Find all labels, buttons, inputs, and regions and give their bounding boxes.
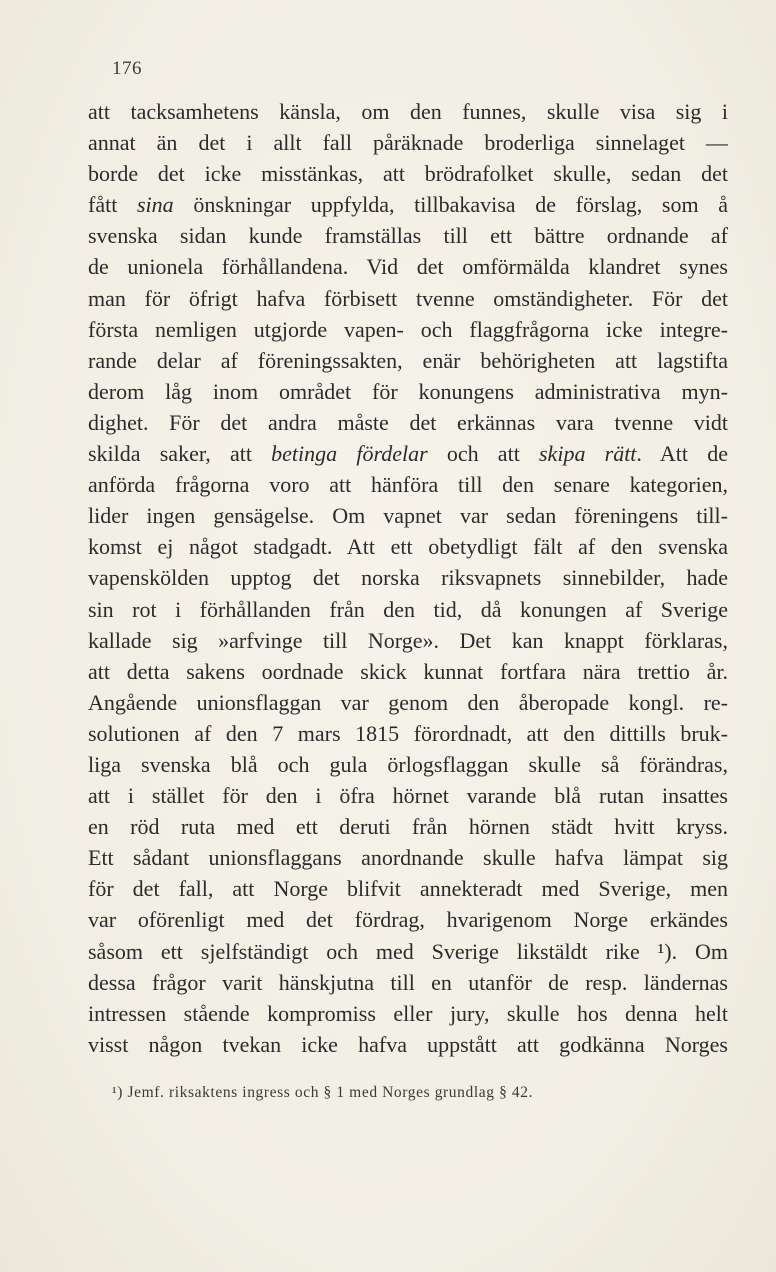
text-line: såsom ett sjelfständigt och med Sverige likstäldt rike ¹). Om [88,938,728,964]
text-line: intressen stående kompromiss eller jury, skulle hos denna helt [88,1000,728,1026]
text-line: kallade sig »arfvinge till Norge». Det kan knappt förklaras, [88,627,728,653]
text-line: vapenskölden upptog det norska riksvapnets sinnebilder, hade [88,565,728,591]
text-line: de unionela förhållandena. Vid det omförmälda klandret synes [88,254,728,280]
text-line: sin rot i förhållanden från den tid, då konungen af Sverige [88,596,728,622]
text-line: en röd ruta med ett deruti från hörnen städt hvitt kryss. [88,814,728,840]
text-line: dighet. För det andra måste det erkännas vara tvenne vidt [88,409,728,435]
text-line: rande delar af föreningssakten, enär behörigheten att lagstifta [88,347,728,373]
text-line: Angående unionsflaggan var genom den åberopade kongl. re- [88,689,728,715]
text-line: visst någon tvekan icke hafva uppstått att godkänna Norges [88,1031,728,1057]
page-number: 176 [112,58,142,79]
text-line: att detta sakens oordnade skick kunnat fortfara nära trettio år. [88,658,728,684]
text-line: komst ej något stadgadt. Att ett obetydligt fält af den svenska [88,534,728,560]
text-line: annat än det i allt fall påräknade broderliga sinnelaget — [88,130,728,156]
text-line: att i stället för den i öfra hörnet varande blå rutan insattes [88,783,728,809]
text-line: svenska sidan kunde framställas till ett bättre ordnande af [88,223,728,249]
text-line: derom låg inom området för konungens administrativa myn- [88,378,728,404]
text-line: att tacksamhetens känsla, om den funnes, skulle visa sig i [88,99,728,124]
text-line: anförda frågorna voro att hänföra till den senare kategorien, [88,472,728,498]
text-line: för det fall, att Norge blifvit annekteradt med Sverige, men [88,876,728,902]
text-line: fått sina önskningar uppfylda, tillbakavisa de förslag, som å [88,192,728,218]
footnote: ¹) Jemf. riksaktens ingress och § 1 med Norges grundlag § 42. [112,1084,534,1101]
text-line: skilda saker, att betinga fördelar och att skipa rätt. Att de [88,441,728,467]
text-line: dessa frågor varit hänskjutna till en utanför de resp. ländernas [88,969,728,995]
text-line: lider ingen gensägelse. Om vapnet var sedan föreningens till- [88,503,728,529]
text-line: liga svenska blå och gula örlogsflaggan skulle så förändras, [88,751,728,777]
text-line: första nemligen utgjorde vapen- och flaggfrågorna icke integre- [88,316,728,342]
text-line: var oförenligt med det fördrag, hvarigenom Norge erkändes [88,907,728,933]
text-line: man för öfrigt hafva förbisett tvenne omständigheter. För det [88,285,728,311]
body-text [88,96,728,1060]
text-line: solutionen af den 7 mars 1815 förordnadt, att den dittills bruk- [88,720,728,746]
text-line: Ett sådant unionsflaggans anordnande skulle hafva lämpat sig [88,845,728,871]
text-line: borde det icke misstänkas, att brödrafolket skulle, sedan det [88,161,728,187]
